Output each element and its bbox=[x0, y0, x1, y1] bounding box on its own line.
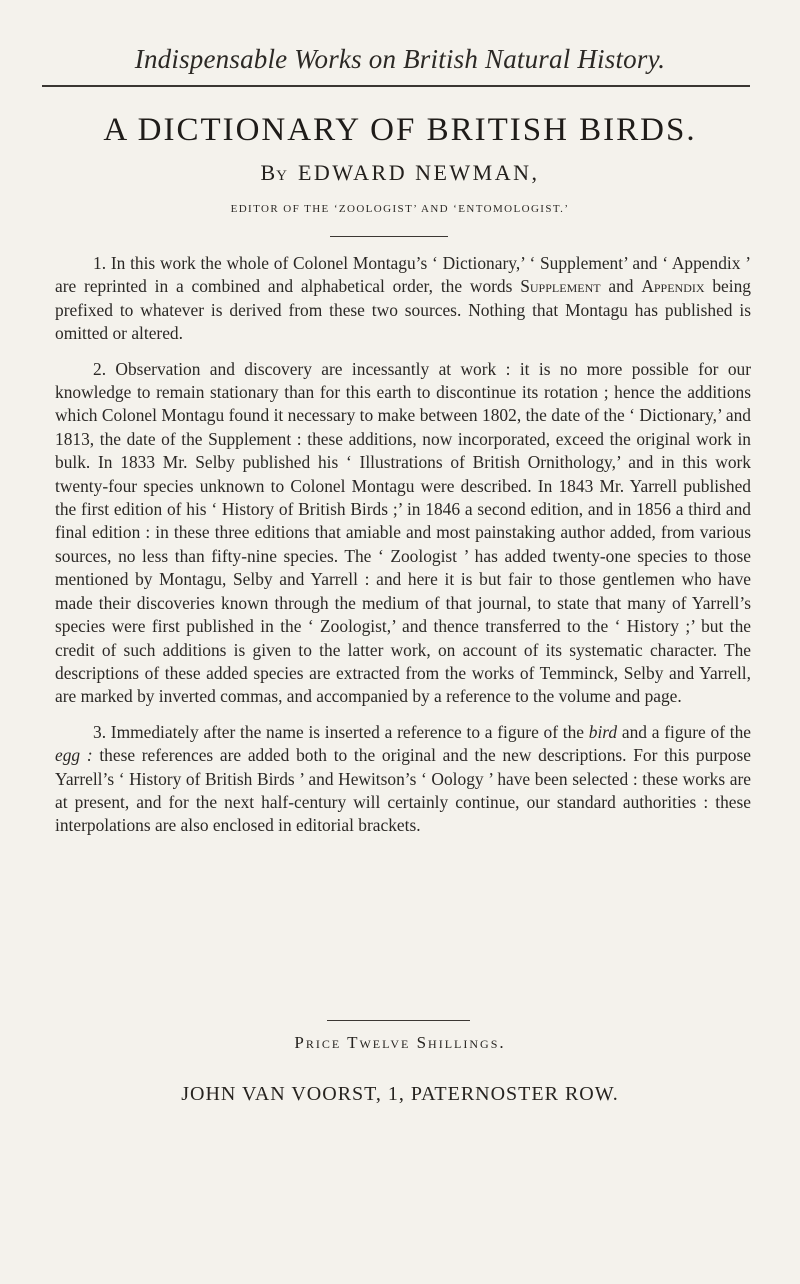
byline-by: By bbox=[260, 160, 288, 185]
divider-rule bbox=[330, 236, 448, 237]
paragraph-3-text-b: and a figure of the bbox=[617, 721, 751, 742]
description-body bbox=[55, 252, 751, 850]
divider-rule-price bbox=[327, 1020, 470, 1021]
publisher-imprint: JOHN VAN VOORST, 1, PATERNOSTER ROW. bbox=[181, 1083, 619, 1105]
paragraph-1-text-a: 1. In this work the whole of Colonel Montagu’s ‘ Dictionary,’ ‘ Supplement’ and ‘ Appendix ’ are reprinted in a combined and alphabetical order, the words bbox=[55, 253, 751, 297]
italic-egg: egg : bbox=[55, 745, 93, 766]
term-appendix: Appendix bbox=[641, 276, 705, 297]
paragraph-1-text-b: and bbox=[600, 276, 642, 297]
paragraph-3 bbox=[55, 721, 751, 838]
paragraph-1 bbox=[55, 252, 751, 346]
running-head: Indispensable Works on British Natural History. bbox=[134, 44, 666, 74]
header-rule bbox=[42, 85, 750, 87]
byline bbox=[0, 160, 800, 186]
book-title: A DICTIONARY OF BRITISH BIRDS. bbox=[103, 112, 697, 148]
paragraph-3-text-c: these references are added both to the original and the new descriptions. For this purpose Yarrell’s ‘ History of British Birds ’ and Hewitson’s ‘ Oology ’ have been selected : these works are at present, and for the next half-century will certainly continue, our standard authorities : these interpolations are also enclosed in editorial brackets. bbox=[55, 745, 751, 836]
paragraph-2: 2. Observation and discovery are incessantly at work : it is no more possible for our knowledge to remain stationary than for this earth to discontinue its rotation ; hence the additions which Colonel Montagu found it necessary to make between 1802, the date of the ‘ Dictionary,’ and 1813, the date of the Supplement : these additions, now incorporated, exceed the original work in bulk. In 1833 Mr. Selby published his ‘ Illustrations of British Ornithology,’ and in this work twenty-four species unknown to Colonel Montagu were described. In 1843 Mr. Yarrell published the first edition of his ‘ History of British Birds ;’ in 1846 a second edition, and in 1856 a third and final edition : in these three editions that amiable and most painstaking author added, from various sources, no less than fifty-nine species. The ‘ Zoologist ’ has added twenty-one species to those mentioned by Montagu, Selby and Yarrell : and here it is but fair to those gentlemen who have made their discoveries known through the medium of that journal, to state that many of Yarrell’s species were first published in the ‘ Zoologist,’ and thence transferred to the ‘ History ;’ but the credit of such additions is given to the latter work, on account of its systematic character. The descriptions of these added species are extracted from the works of Temminck, Selby and Yarrell, are marked by inverted commas, and accompanied by a reference to the volume and page. bbox=[55, 358, 751, 707]
italic-bird: bird bbox=[588, 721, 618, 742]
author-credentials: EDITOR OF THE ‘ZOOLOGIST’ AND ‘ENTOMOLOGIST.’ bbox=[230, 203, 570, 215]
term-supplement: Supplement bbox=[520, 276, 601, 297]
author-name: EDWARD NEWMAN, bbox=[297, 160, 540, 185]
paragraph-3-text-a: 3. Immediately after the name is inserted a reference to a figure of the bbox=[93, 721, 589, 742]
paragraph-1-text-c: being prefixed to whatever is derived from these two sources. Nothing that Montagu has published is omitted or altered. bbox=[55, 276, 752, 344]
price-line: Price Twelve Shillings. bbox=[294, 1033, 506, 1052]
